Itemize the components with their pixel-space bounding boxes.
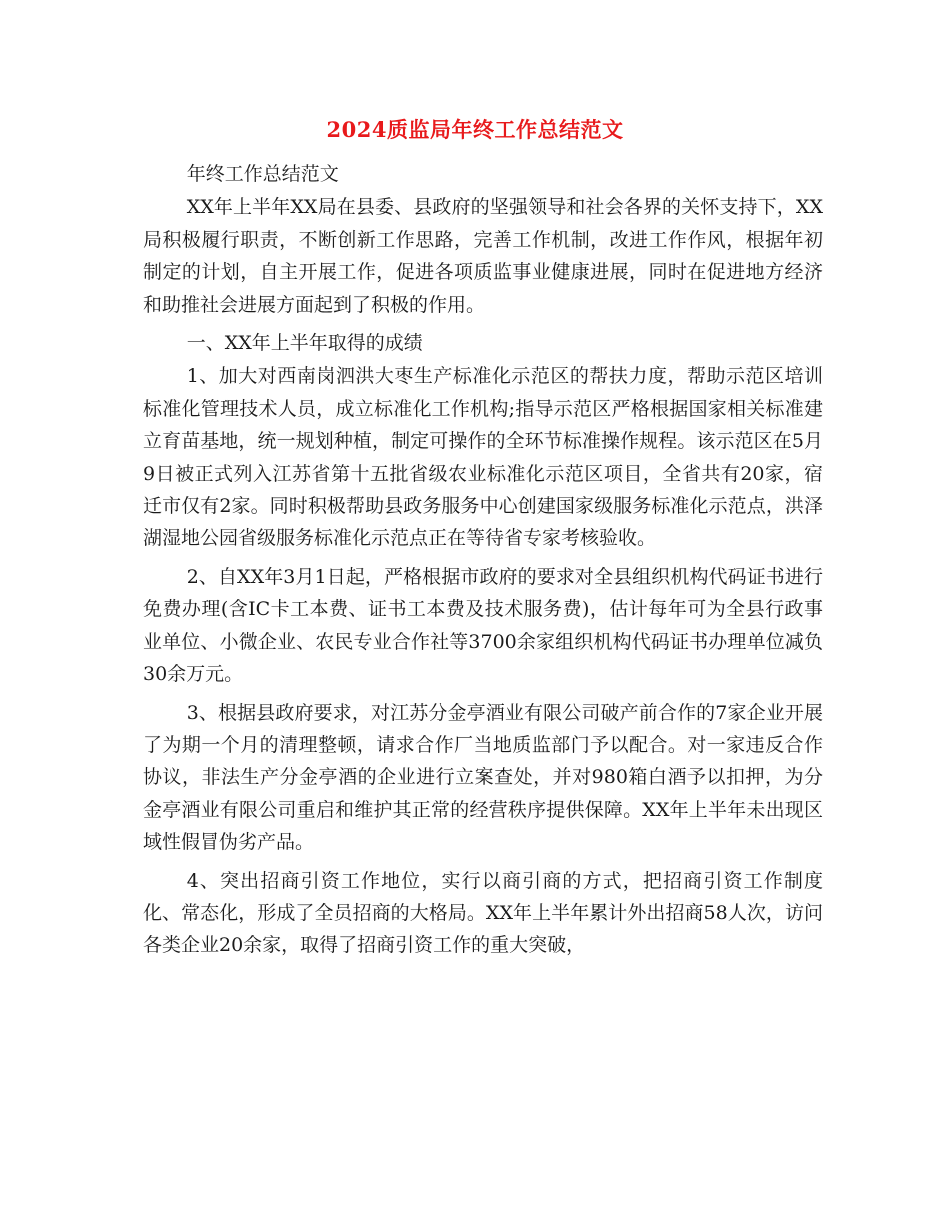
document-title: 2024质监局年终工作总结范文 — [326, 117, 624, 142]
paragraph-item-2: 2、自XX年3月1日起，严格根据市政府的要求对全县组织机构代码证书进行免费办理(含IC卡工本费、证书工本费及技术服务费)，估计每年可为全县行政事业单位、小微企业、农民专业合作社等3700余家组织机构代码证书办理单位减负30余万元。 — [143, 565, 823, 686]
paragraph-item-1: 1、加大对西南岗泗洪大枣生产标准化示范区的帮扶力度，帮助示范区培训标准化管理技术人员，成立标准化工作机构;指导示范区严格根据国家相关标准建立育苗基地，统一规划种植，制定可操作的全环节标准操作规程。该示范区在5月9日被正式列入江苏省第十五批省级农业标准化示范区项目，全省共有20家，宿迁市仅有2家。同时积极帮助县政务服务中心创建国家级服务标准化示范点，洪泽湖湿地公园省级服务标准化示范点正在等待省专家考核验收。 — [143, 365, 823, 550]
document-body — [143, 158, 823, 968]
section-heading: 一、XX年上半年取得的成绩 — [186, 332, 423, 355]
paragraph-intro: XX年上半年XX局在县委、县政府的坚强领导和社会各界的关怀支持下，XX局积极履行职责，不断创新工作思路，完善工作机制，改进工作作风，根据年初制定的计划，自主开展工作，促进各项质监事业健康进展，同时在促进地方经济和助推社会进展方面起到了积极的作用。 — [143, 196, 823, 316]
paragraph-item-3: 3、根据县政府要求，对江苏分金亭酒业有限公司破产前合作的7家企业开展了为期一个月的清理整顿，请求合作厂当地质监部门予以配合。对一家违反合作协议，非法生产分金亭酒的企业进行立案查处，并对980箱白酒予以扣押，为分金亭酒业有限公司重启和维护其正常的经营秩序提供保障。XX年上半年未出现区域性假冒伪劣产品。 — [143, 701, 823, 854]
paragraph-item-4: 4、突出招商引资工作地位，实行以商引商的方式，把招商引资工作制度化、常态化，形成了全员招商的大格局。XX年上半年累计外出招商58人次，访问各类企业20余家，取得了招商引资工作的重大突破， — [143, 869, 823, 957]
paragraph-subtitle: 年终工作总结范文 — [186, 163, 339, 185]
